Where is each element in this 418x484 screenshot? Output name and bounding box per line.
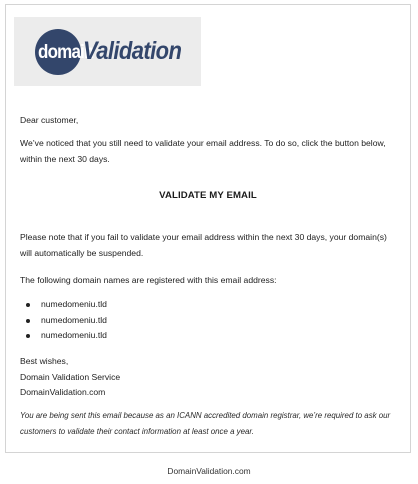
disclaimer-note: You are being sent this email because as an ICANN accredited domain registrar, we’re required to ask our customers to validate their contact information at least once a year. [20,411,391,436]
paragraph-domain-list-intro: The following domain names are registered with this email address: [20,275,277,285]
logo-validation-text: Validation [83,36,182,65]
list-item [20,297,320,313]
paragraph-validate-request: We’ve noticed that you still need to validate your email address. To do so, click the button below, within the next 30 days. [20,138,386,164]
footer-link[interactable]: DomainValidation.com [167,466,251,476]
signoff-line: Best wishes, [20,356,69,366]
greeting-text: Dear customer, [20,115,79,125]
signoff-line: DomainValidation.com [20,387,106,397]
bullet-icon [26,319,30,323]
domain-name: numedomeniu.tld [41,299,107,309]
bullet-icon [26,334,30,338]
paragraph-suspension-warning: Please note that if you fail to validate your email address within the next 30 days, your domain(s) will automatically be suspended. [20,232,387,258]
signoff-line: Domain Validation Service [20,371,121,382]
logo-banner [14,17,201,86]
bullet-icon [26,303,30,307]
domain-list [20,297,320,344]
list-item [20,328,320,344]
logo-domain-text: domain [38,40,94,63]
email-card [5,4,411,453]
domain-name: numedomeniu.tld [41,314,107,325]
list-item [20,313,320,329]
signature-block [20,354,120,401]
validate-email-button[interactable]: VALIDATE MY EMAIL [159,190,257,201]
domain-name: numedomeniu.tld [41,330,107,340]
